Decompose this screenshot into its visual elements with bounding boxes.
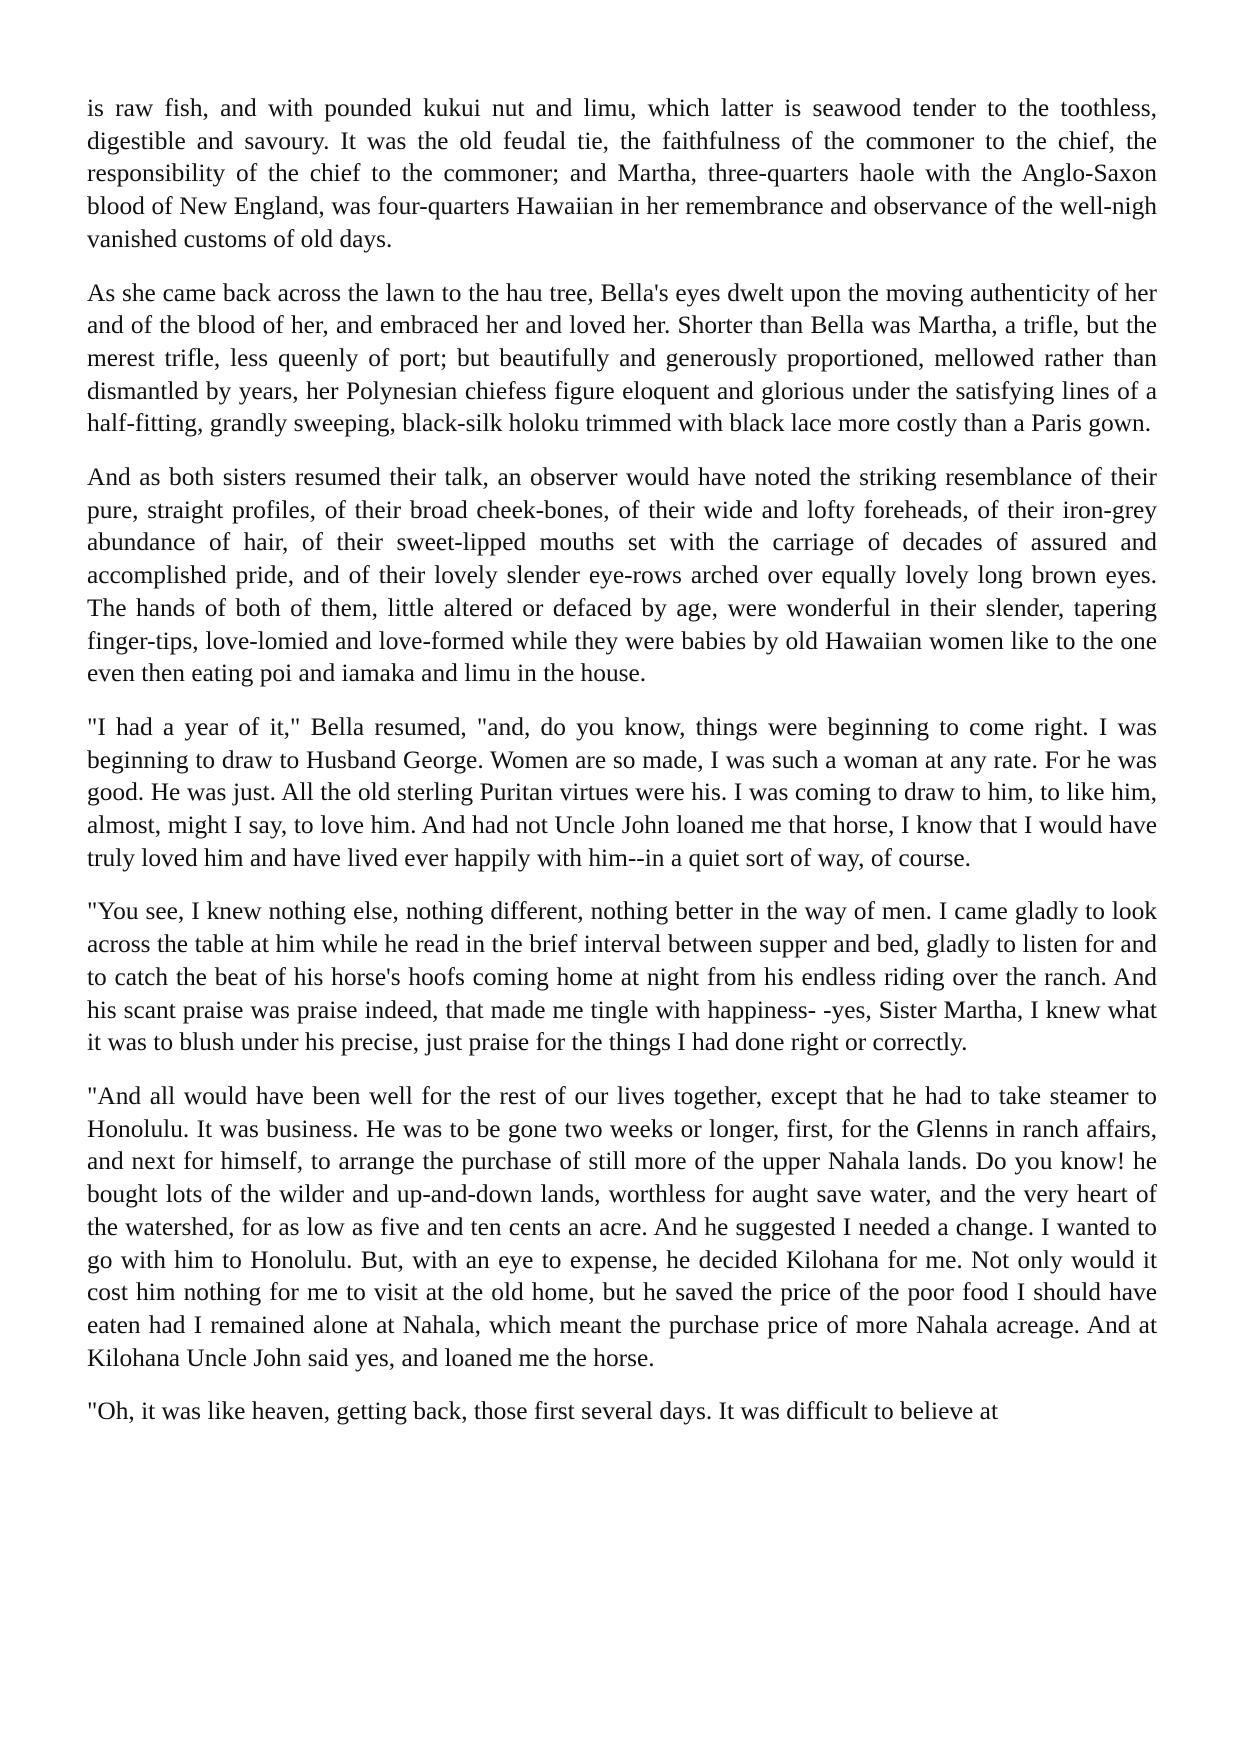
paragraph: "And all would have been well for the rest of our lives together, except that he had to take steamer to Honolulu. It was business. He was to be gone two weeks or longer, first, for the Glenns in ranch affairs, and next for himself, to arrange the purchase of still more of the upper Nahala lands. Do you know! he bought lots of the wilder and up-and-down lands, worthless for aught save water, and the very heart of the watershed, for as low as five and ten cents an acre. And he suggested I needed a change. I wanted to go with him to Honolulu. But, with an eye to expense, he decided Kilohana for me. Not only would it cost him nothing for me to visit at the old home, but he saved the price of the poor food I should have eaten had I remained alone at Nahala, which meant the purchase price of more Nahala acreage. And at Kilohana Uncle John said yes, and loaned me the horse. [87,1081,1157,1372]
paragraph: "I had a year of it," Bella resumed, "and, do you know, things were beginning to come right. I was beginning to draw to Husband George. Women are so made, I was such a woman at any rate. For he was good. He was just. All the old sterling Puritan virtues were his. I was coming to draw to him, to like him, almost, might I say, to love him. And had not Uncle John loaned me that horse, I know that I would have truly loved him and have lived ever happily with him--in a quiet sort of way, of course. [87,712,1157,872]
paragraph: is raw fish, and with pounded kukui nut and limu, which latter is seawood tender to the toothless, digestible and savoury. It was the old feudal tie, the faithfulness of the commoner to the chief, the responsibility of the chief to the commoner; and Martha, three-quarters haole with the Anglo-Saxon blood of New England, was four-quarters Hawaiian in her remembrance and observance of the well-nigh vanished customs of old days. [87,94,1157,253]
paragraph: And as both sisters resumed their talk, an observer would have noted the striking resemblance of their pure, straight profiles, of their broad cheek-bones, of their wide and lofty foreheads, of their iron-grey abundance of hair, of their sweet-lipped mouths set with the carriage of decades of assured and accomplished pride, and of their lovely slender eye-rows arched over equally lovely long brown eyes. The hands of both of them, little altered or defaced by age, were wonderful in their slender, tapering finger-tips, love-lomied and love-formed while they were babies by old Hawaiian women like to the one even then eating poi and iamaka and limu in the house. [87,463,1157,688]
paragraph: As she came back across the lawn to the hau tree, Bella's eyes dwelt upon the moving authenticity of her and of the blood of her, and embraced her and loved her. Shorter than Bella was Martha, a trifle, but the merest trifle, less queenly of port; but beautifully and generously proportioned, mellowed rather than dismantled by years, her Polynesian chiefess figure eloquent and glorious under the satisfying lines of a half-fitting, grandly sweeping, black-silk holoku trimmed with black lace more costly than a Paris gown. [87,278,1157,438]
paragraph: "You see, I knew nothing else, nothing different, nothing better in the way of men. I came gladly to look across the table at him while he read in the brief interval between supper and bed, gladly to listen for and to catch the beat of his horse's hoofs coming home at night from his endless riding over the ranch. And his scant praise was praise indeed, that made me tingle with happiness- -yes, Sister Martha, I knew what it was to blush under his precise, just praise for the things I had done right or correctly. [87,897,1157,1057]
page-body [87,92,1157,1428]
paragraph: "Oh, it was like heaven, getting back, those first several days. It was difficult to believe at [87,1397,999,1426]
